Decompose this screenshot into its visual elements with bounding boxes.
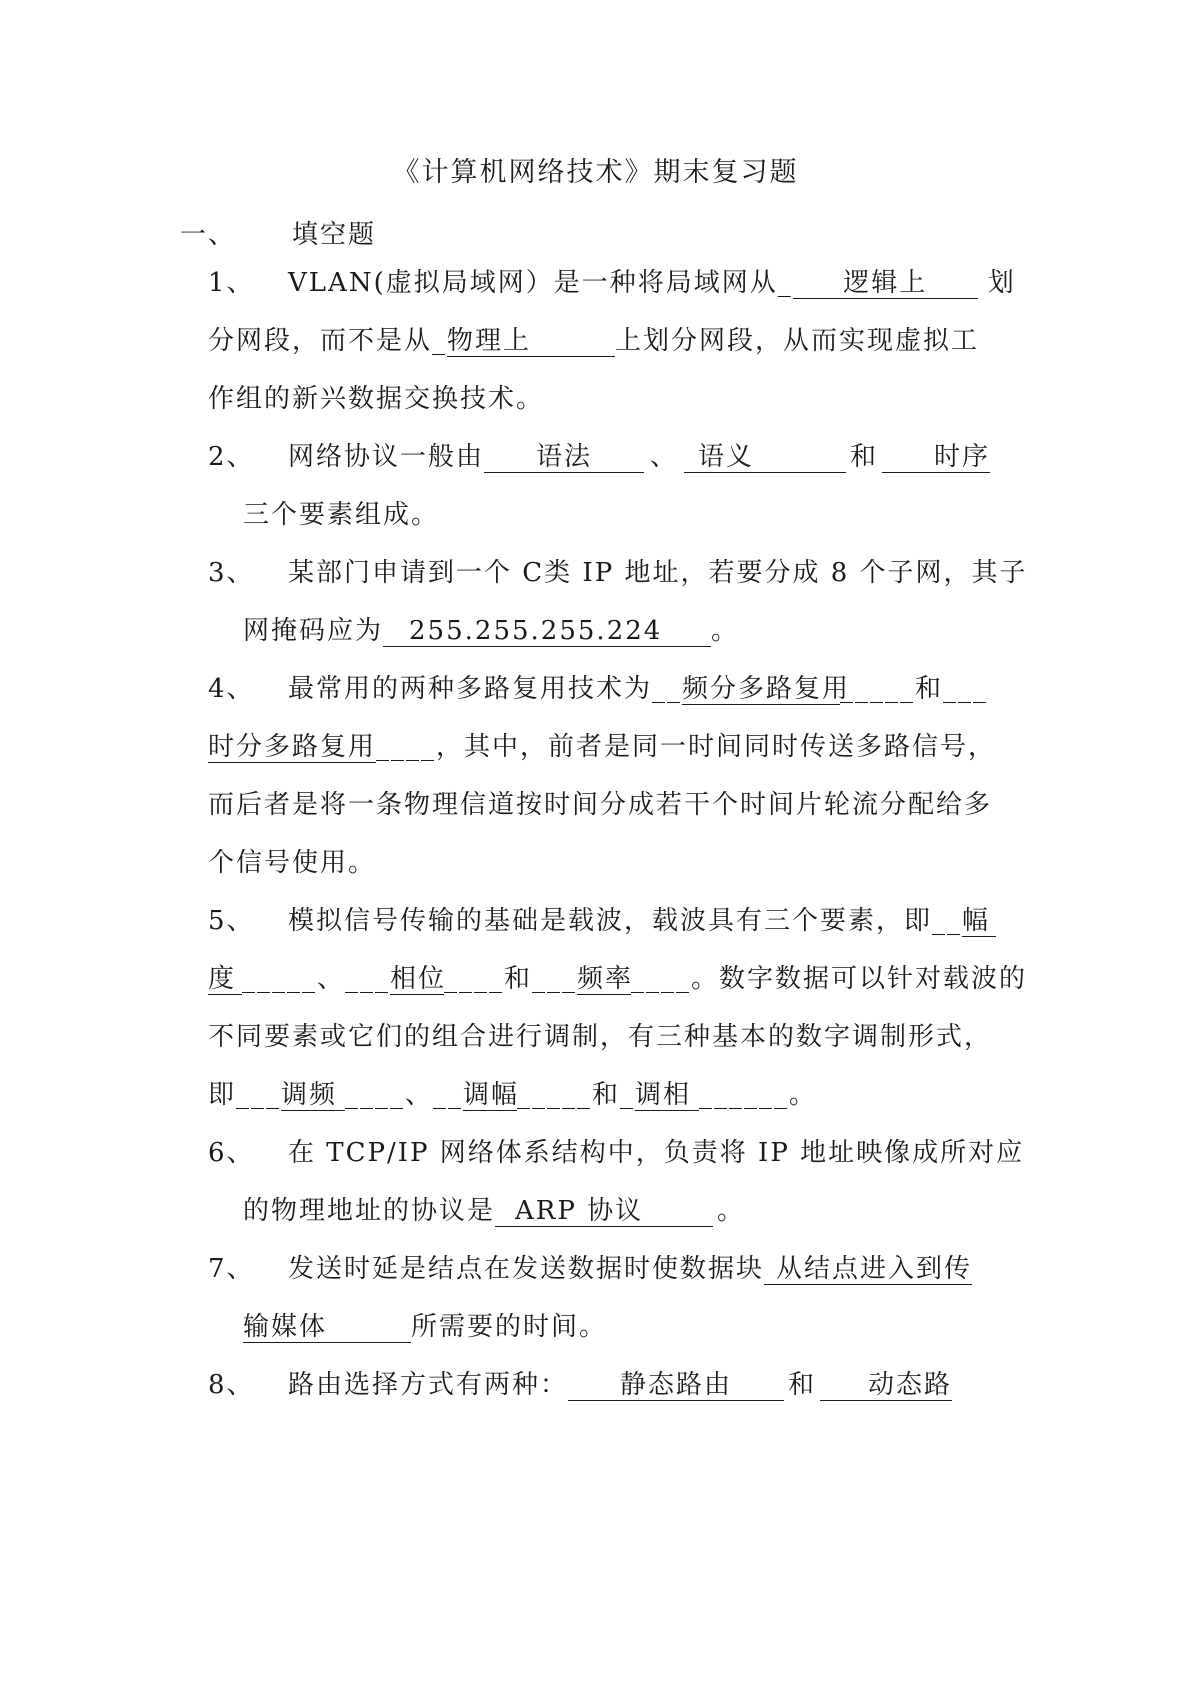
question-number: 3、	[208, 558, 255, 588]
answer-blank: 时序	[882, 442, 990, 473]
question-7-line-1	[208, 1248, 972, 1285]
question-number: 2、	[208, 442, 255, 472]
question-number: 4、	[208, 674, 255, 704]
question-4-line-3	[208, 784, 992, 821]
question-text: ____，其中，前者是同一时间同时传送多路信号，	[376, 732, 997, 762]
question-6-line-2	[243, 1190, 745, 1227]
section-label: 填空题	[292, 220, 377, 250]
question-text: 三个要素组成。	[243, 500, 440, 530]
question-text: 个信号使用。	[208, 848, 377, 878]
question-3-line-1	[208, 552, 1028, 589]
answer-blank: 255.255.255.224	[383, 616, 711, 647]
question-text: _____和_	[517, 1080, 636, 1110]
answer-blank: 时分多路复用	[208, 732, 377, 762]
section-heading	[180, 214, 376, 251]
question-text: 的物理地址的协议是	[243, 1196, 496, 1226]
question-text: 网络协议一般由	[288, 442, 485, 472]
question-text: 。	[717, 1196, 746, 1226]
question-1-line-1	[208, 262, 1016, 299]
question-text: 上划分网段，从而实现虚拟工	[615, 326, 980, 356]
question-7-line-2	[243, 1306, 607, 1343]
answer-blank: 语法	[484, 442, 644, 473]
separator: 、	[650, 442, 679, 472]
question-text: 某部门申请到一个 C类 IP 地址，若要分成 8 个子网，其子	[288, 558, 1028, 588]
question-number: 7、	[208, 1254, 255, 1284]
question-8-line-1	[208, 1364, 952, 1401]
question-text: 分网段，而不是从_	[208, 326, 448, 356]
question-3-line-2	[243, 610, 739, 647]
answer-blank: 物理上	[447, 326, 615, 357]
question-4-line-4	[208, 842, 376, 879]
answer-blank: 频分多路复用	[682, 674, 851, 704]
document-title: 《计算机网络技术》期末复习题	[392, 157, 799, 188]
question-text: ____、__	[345, 1080, 464, 1110]
answer-blank: 动态路	[820, 1370, 952, 1401]
answer-blank: 从结点进入到传	[764, 1254, 972, 1285]
question-4-line-2	[208, 726, 996, 763]
question-4-line-1	[208, 668, 988, 705]
question-5-line-3	[208, 1016, 992, 1053]
answer-blank: 逻辑上	[793, 268, 978, 299]
answer-blank: 调频	[281, 1080, 345, 1111]
question-number: 5、	[208, 906, 255, 936]
question-text: 。	[711, 616, 740, 646]
answer-blank: 调相	[635, 1080, 699, 1111]
question-text: ____。数字数据可以针对载波的	[631, 964, 1028, 994]
question-text: _____和___	[840, 674, 989, 704]
question-2-line-1	[208, 436, 990, 473]
question-text: 所需要的时间。	[411, 1312, 608, 1342]
question-text: ____和___	[444, 964, 578, 994]
question-text: 划	[987, 268, 1016, 298]
question-text: VLAN(虚拟局域网）是一种将局域网从_	[288, 268, 793, 298]
question-1-line-3	[208, 378, 544, 415]
question-text: 即___	[208, 1080, 282, 1110]
question-text: ______。	[699, 1080, 818, 1110]
question-number: 1、	[208, 268, 255, 298]
answer-blank: 输媒体	[243, 1312, 411, 1343]
question-text: 在 TCP/IP 网络体系结构中，负责将 IP 地址映像成所对应	[288, 1138, 1025, 1168]
answer-blank: 静态路由	[568, 1370, 784, 1401]
question-1-line-2	[208, 320, 979, 357]
question-6-line-1	[208, 1132, 1024, 1169]
conjunction: 和	[788, 1370, 817, 1400]
question-number: 8、	[208, 1370, 255, 1400]
answer-blank: ARP 协议	[495, 1196, 713, 1227]
question-text: 最常用的两种多路复用技术为__	[288, 674, 683, 704]
answer-blank: 幅	[962, 906, 996, 937]
question-text: _____、___	[242, 964, 391, 994]
section-number: 一、	[180, 220, 237, 250]
answer-blank: 频率	[577, 964, 634, 994]
question-text: 网掩码应为	[243, 616, 384, 646]
question-text: 路由选择方式有两种：	[288, 1370, 569, 1400]
answer-blank: 度	[208, 964, 242, 995]
answer-blank: 调幅	[463, 1080, 520, 1110]
answer-blank: 相位	[390, 964, 447, 994]
question-5-line-1	[208, 900, 996, 937]
question-2-line-2	[243, 494, 439, 531]
question-text: 不同要素或它们的组合进行调制，有三种基本的数字调制形式，	[208, 1022, 993, 1052]
answer-blank: 语义	[684, 442, 846, 473]
question-text: 而后者是将一条物理信道按时间分成若干个时间片轮流分配给多	[208, 790, 993, 820]
question-text: 模拟信号传输的基础是载波，载波具有三个要素，即__	[288, 906, 963, 936]
question-5-line-4	[208, 1074, 817, 1111]
question-text: 作组的新兴数据交换技术。	[208, 384, 545, 414]
conjunction: 和	[850, 442, 879, 472]
question-text: 发送时延是结点在发送数据时使数据块	[288, 1254, 765, 1284]
question-number: 6、	[208, 1138, 255, 1168]
question-5-line-2	[208, 958, 1027, 995]
